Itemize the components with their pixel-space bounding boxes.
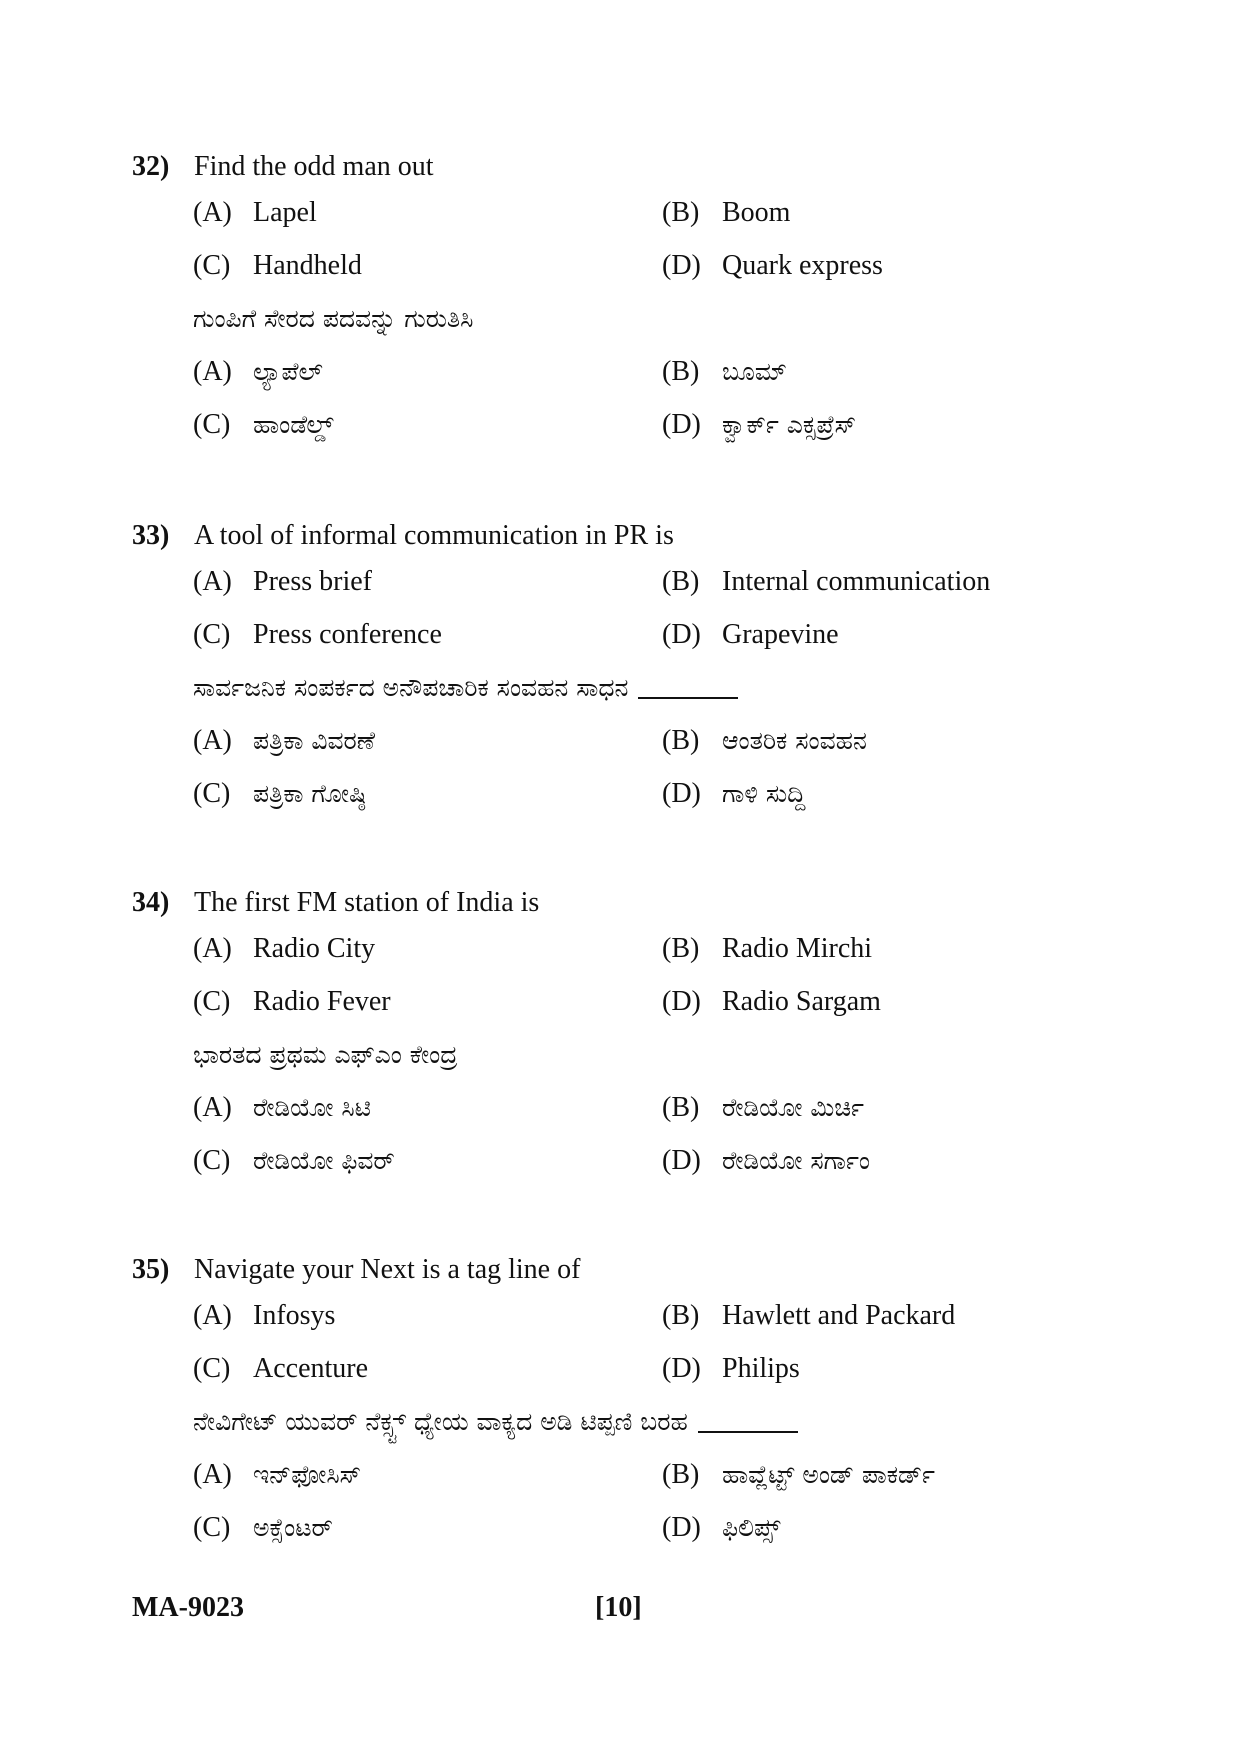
option-c-kannada: (C) ಹಾಂಡೆಲ್ಡ್ xyxy=(193,409,334,440)
option-d: (D) Grapevine xyxy=(662,619,839,650)
question-32 xyxy=(132,144,1132,455)
question-stem-kannada: ನೇವಿಗೇಟ್ ಯುವರ್ ನೆಕ್ಸ್ಟ್ ಧ್ಯೇಯ ವಾಕ್ಯದ ಅಡಿ ಟಿಪ್ಪಣಿ ಬರಹ xyxy=(132,1399,1132,1452)
option-c-kannada: (C) ಪತ್ರಿಕಾ ಗೋಷ್ಠಿ xyxy=(193,778,367,809)
option-a-kannada: (A) ಲ್ಯಾಪೆಲ್ xyxy=(193,356,323,387)
question-number: 35) xyxy=(132,1254,170,1285)
option-c: (C) Radio Fever xyxy=(193,986,391,1017)
option-d: (D) Radio Sargam xyxy=(662,986,881,1017)
option-c-kannada: (C) ರೇಡಿಯೋ ಫಿವರ್ xyxy=(193,1145,395,1176)
option-a: (A) Radio City xyxy=(193,933,376,964)
option-b: (B) Hawlett and Packard xyxy=(662,1300,956,1331)
question-stem xyxy=(132,513,1132,559)
option-d-kannada: (D) ಕ್ವಾರ್ಕ್ ಎಕ್ಸಪ್ರೆಸ್ xyxy=(662,409,856,440)
option-d-kannada: (D) ಗಾಳಿ ಸುದ್ದಿ xyxy=(662,778,806,809)
option-b-kannada: (B) ಹಾವ್ಲೆಟ್ಟ್ ಅಂಡ್ ಪಾಕರ್ಡ್ xyxy=(662,1459,935,1490)
option-c-kannada: (C) ಅಕ್ಸೆಂಟರ್ xyxy=(193,1512,333,1543)
option-d-kannada: (D) ರೇಡಿಯೋ ಸರ್ಗಾಂ xyxy=(662,1145,870,1176)
paper-code: MA-9023 xyxy=(132,1592,244,1623)
option-d-kannada: (D) ಫಿಲಿಪ್ಸ್ xyxy=(662,1512,781,1543)
question-text: Navigate your Next is a tag line of xyxy=(194,1254,581,1285)
option-b-kannada: (B) ಆಂತರಿಕ ಸಂವಹನ xyxy=(662,725,867,756)
option-b: (B) Boom xyxy=(662,197,791,228)
question-number: 33) xyxy=(132,520,170,551)
question-stem-kannada: ಭಾರತದ ಪ್ರಥಮ ಎಫ್‌ಎಂ ಕೇಂದ್ರ xyxy=(193,1040,458,1069)
option-b: (B) Radio Mirchi xyxy=(662,933,873,964)
question-stem xyxy=(132,144,1132,190)
question-number: 32) xyxy=(132,151,170,182)
question-number: 34) xyxy=(132,887,170,918)
option-a-kannada: (A) ರೇಡಿಯೋ ಸಿಟಿ xyxy=(193,1092,371,1123)
option-a: (A) Press brief xyxy=(193,566,372,597)
option-a-kannada: (A) ಪತ್ರಿಕಾ ವಿವರಣೆ xyxy=(193,725,375,756)
question-34 xyxy=(132,880,1132,1191)
option-a-kannada: (A) ಇನ್‌ಫೋಸಿಸ್ xyxy=(193,1459,362,1490)
question-stem xyxy=(132,1247,1132,1293)
answer-blank xyxy=(698,1415,798,1433)
option-b-kannada: (B) ಬೂಮ್ xyxy=(662,356,787,387)
option-a: (A) Infosys xyxy=(193,1300,336,1331)
question-stem-kannada: ಗುಂಪಿಗೆ ಸೇರದ ಪದವನ್ನು ಗುರುತಿಸಿ xyxy=(193,304,474,333)
option-d: (D) Philips xyxy=(662,1353,800,1384)
question-35 xyxy=(132,1247,1132,1558)
option-b: (B) Internal communication xyxy=(662,566,991,597)
answer-blank xyxy=(638,681,738,699)
option-c: (C) Handheld xyxy=(193,250,362,281)
option-c: (C) Accenture xyxy=(193,1353,369,1384)
question-stem xyxy=(132,880,1132,926)
page-number: [10] xyxy=(595,1592,642,1623)
question-stem-kannada: ಸಾರ್ವಜನಿಕ ಸಂಪರ್ಕದ ಅನೌಪಚಾರಿಕ ಸಂವಹನ ಸಾಧನ xyxy=(132,665,1132,718)
option-d: (D) Quark express xyxy=(662,250,883,281)
option-a: (A) Lapel xyxy=(193,197,317,228)
question-text: Find the odd man out xyxy=(194,151,434,182)
option-c: (C) Press conference xyxy=(193,619,442,650)
question-text: A tool of informal communication in PR is xyxy=(194,520,674,551)
option-b-kannada: (B) ರೇಡಿಯೋ ಮಿರ್ಚಿ xyxy=(662,1092,864,1123)
question-33 xyxy=(132,513,1132,824)
question-text: The first FM station of India is xyxy=(194,887,540,918)
